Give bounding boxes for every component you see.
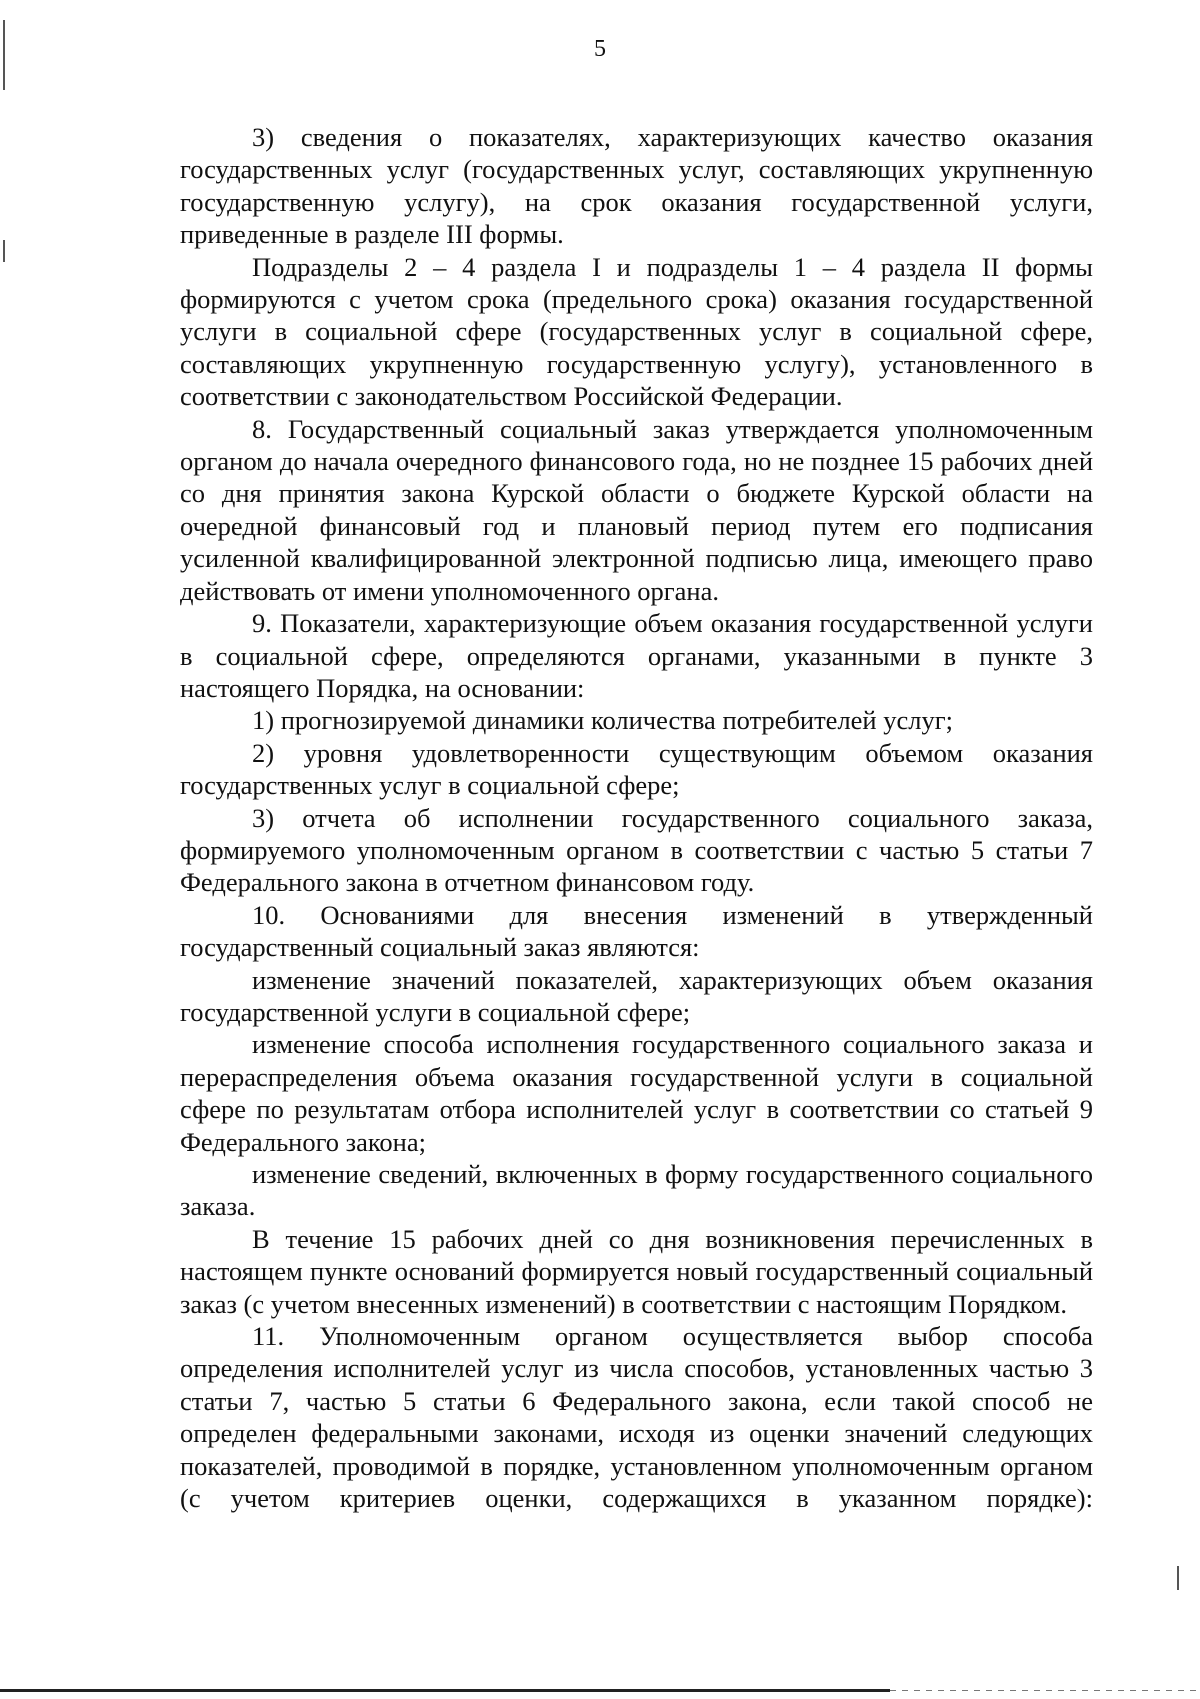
page-number: 5 bbox=[594, 36, 606, 62]
bottom-rule-dashed bbox=[890, 1690, 1200, 1691]
paragraph-item-8: 8. Государственный социальный заказ утверждается уполномоченным органом до начала очередного финансового года, но не позднее 15 рабочих дней со дня принятия закона Курской области о бюджете Курской области на очередной финансовый год и плановый период путем его подписания усиленной квалифицированной электронной подписью лица, имеющего право действовать от имени уполномоченного органа. bbox=[180, 413, 1093, 606]
paragraph-quality-indicators: 3) сведения о показателях, характеризующих качество оказания государственных услуг (государственных услуг, составляющих укрупненную государственную услугу), на срок оказания государственной услуги, приведенные в разделе III формы. bbox=[180, 122, 1093, 250]
paragraph-item-9-3: 3) отчета об исполнении государственного социального заказа, формируемого уполномоченным органом в соответствии с частью 5 статьи 7 Федерального закона в отчетном финансовом году. bbox=[180, 802, 1093, 898]
paragraph-item-9-1: 1) прогнозируемой динамики количества потребителей услуг; bbox=[252, 705, 953, 736]
paragraph-item-9: 9. Показатели, характеризующие объем оказания государственной услуги в социальной сфере, определяются органами, указанными в пункте 3 настоящего Порядка, на основании: bbox=[180, 608, 1093, 703]
bottom-rule bbox=[0, 1689, 890, 1692]
paragraph-item-11: 11. Уполномоченным органом осуществляется выбор способа определения исполнителей услуг из числа способов, установленных частью 3 статьи 7, частью 5 статьи 6 Федерального закона, если такой способ не определен федеральными законами, исходя из оценки значений следующих показателей, проводимой в порядке, установленном уполномоченным органом (с учетом критериев оценки, содержащихся в указанном порядке): bbox=[180, 1321, 1093, 1514]
scan-edge-mark-middle bbox=[3, 240, 5, 262]
paragraph-item-10-form: изменение сведений, включенных в форму государственного социального заказа. bbox=[180, 1159, 1093, 1222]
scan-edge-mark-right bbox=[1177, 1566, 1179, 1590]
document-body bbox=[180, 121, 1093, 1514]
paragraph-subsections: Подразделы 2 – 4 раздела I и подразделы 1 – 4 раздела II формы формируются с учетом срока (предельного срока) оказания государственной услуги в социальной сфере (государственных услуг в социальной сфере, составляющих укрупненную государственную услугу), установленного в соответствии с законодательством Российской Федерации. bbox=[180, 251, 1093, 412]
paragraph-item-10-indicators: изменение значений показателей, характеризующих объем оказания государственной услуги в социальной сфере; bbox=[180, 964, 1093, 1027]
paragraph-item-10-method: изменение способа исполнения государственного социального заказа и перераспределения объема оказания государственной услуги в социальной сфере по результатам отбора исполнителей услуг в соответствии со статьей 9 Федерального закона; bbox=[180, 1029, 1093, 1157]
paragraph-new-order: В течение 15 рабочих дней со дня возникновения перечисленных в настоящем пункте оснований формируется новый государственный социальный заказ (с учетом внесенных изменений) в соответствии с настоящим Порядком. bbox=[180, 1223, 1093, 1319]
paragraph-item-9-2: 2) уровня удовлетворенности существующим объемом оказания государственных услуг в социальной сфере; bbox=[180, 737, 1093, 801]
paragraph-item-10: 10. Основаниями для внесения изменений в утвержденный государственный социальный заказ являются: bbox=[180, 899, 1093, 963]
